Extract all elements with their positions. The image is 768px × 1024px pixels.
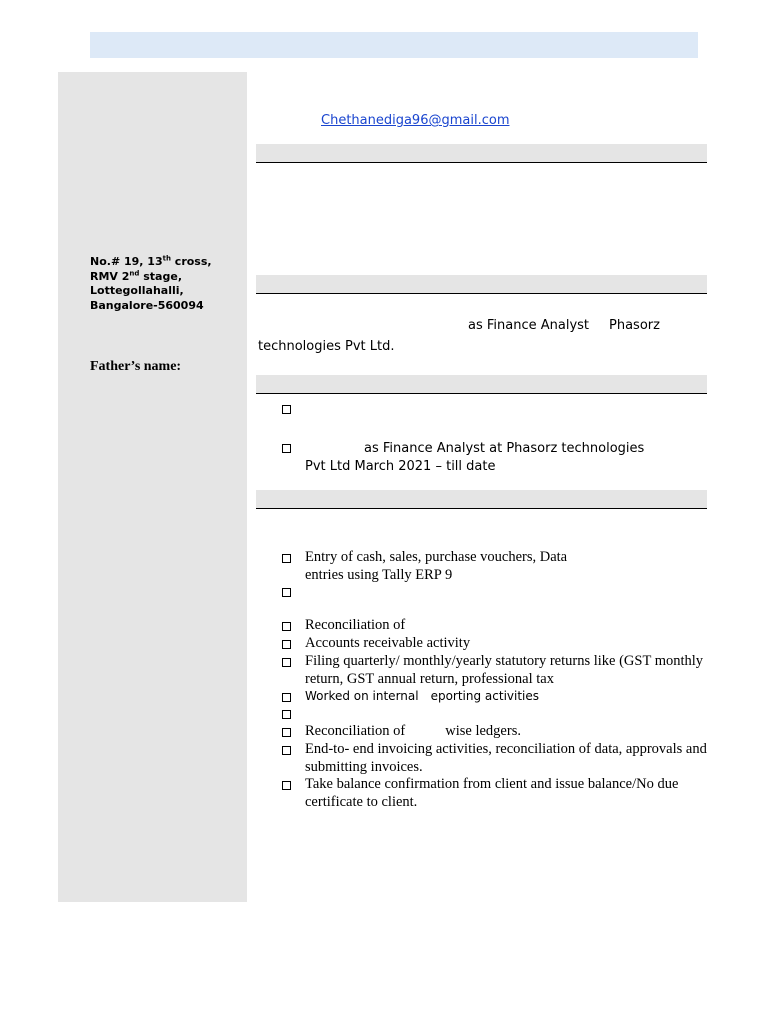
checkbox-icon <box>282 710 291 719</box>
address-block <box>90 255 240 313</box>
list-item: Reconciliation of wise ledgers. <box>305 723 521 739</box>
section-header-bar <box>256 490 707 509</box>
checkbox-icon <box>282 781 291 790</box>
father-name-label: Father’s name: <box>90 359 182 374</box>
list-item: End-to- end invoicing activities, reconciliation of data, approvals and submitting invoices. <box>305 741 707 775</box>
address-line-1: No.# 19, 13th cross, <box>90 254 212 268</box>
checkbox-icon <box>282 693 291 702</box>
role-company: Phasorz <box>609 318 660 333</box>
checkbox-icon <box>282 658 291 667</box>
section-header-bar <box>256 144 707 163</box>
section-header-bar <box>256 275 707 294</box>
address-line-2: RMV 2nd stage, <box>90 268 182 283</box>
list-item: Entry of cash, sales, purchase vouchers, Data entries using Tally ERP 9 <box>305 549 568 583</box>
address-line-4: Bangalore-560094 <box>90 298 204 312</box>
checkbox-icon <box>282 746 291 755</box>
role-title: as Finance Analyst <box>468 318 590 333</box>
checkbox-icon <box>282 640 291 649</box>
checkbox-icon <box>282 622 291 631</box>
address-line-3: Lottegollahalli, <box>90 284 184 297</box>
list-item: Filing quarterly/ monthly/yearly statutory returns like (GST monthly return, GST annual return, professional tax <box>305 653 704 687</box>
role-company-continued: technologies Pvt Ltd. <box>258 339 395 354</box>
experience-dates: Pvt Ltd March 2021 – till date <box>305 459 496 474</box>
list-item: Reconciliation of <box>305 617 406 633</box>
header-band <box>90 32 698 58</box>
checkbox-icon <box>282 444 291 453</box>
checkbox-icon <box>282 405 291 414</box>
list-item: Worked on internal eporting activities <box>305 689 540 703</box>
list-item: Accounts receivable activity <box>305 635 471 651</box>
checkbox-icon <box>282 588 291 597</box>
checkbox-icon <box>282 554 291 563</box>
list-item: Take balance confirmation from client and issue balance/No due certificate to client. <box>305 776 679 810</box>
sidebar-panel <box>58 72 247 902</box>
section-header-bar <box>256 375 707 394</box>
checkbox-icon <box>282 728 291 737</box>
experience-title: as Finance Analyst at Phasorz technologies <box>364 441 645 456</box>
email-link[interactable]: Chethanediga96@gmail.com <box>321 113 510 128</box>
